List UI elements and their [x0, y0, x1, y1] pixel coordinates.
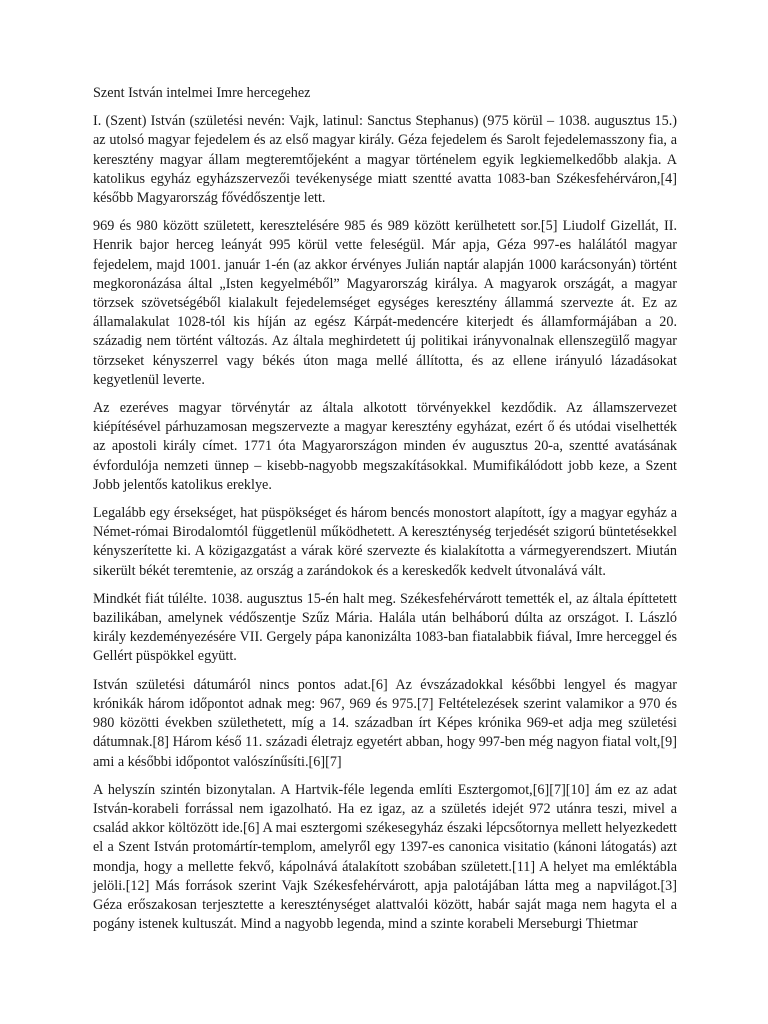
paragraph-2: 969 és 980 között született, keresztelésére 985 és 989 között kerülhetett sor.[5] Liudolf Gizellát, II. Henrik bajor herceg leányát 995 körül vette feleségül. Már apja, Géza 997-es halálától magyar fejedelem, majd 1001. január 1-én (az akkor érvényes Julián naptár alapján 1000 karácsonyán) történt megkoronázása által „Isten kegyelméből” Magyarország királya. A magyarok országát, a magyar törzsek szövetségéből kialakult fejedelemséget egységes keresztény állammá szervezte át. Ez az államalakulat 1028-tól kis híján az egész Kárpát-medencére kiterjedt és államformájában a 20. századig nem történt változás. Az általa meghirdetett új politikai irányvonalnak ellenszegülő magyar törzseket kényszerrel vagy békés úton maga mellé állította, és az ellene irányuló lázadásokat kegyetlenül leverte.: [93, 218, 677, 388]
paragraph-1: I. (Szent) István (születési nevén: Vajk, latinul: Sanctus Stephanus) (975 körül – 1038. augusztus 15.) az utolsó magyar fejedelem és az első magyar király. Géza fejedelem és Sarolt fejedelemasszony fia, a keresztény magyar állam megteremtőjeként a magyar történelem egyik legkiemelkedőbb alakja. A katolikus egyház egyházszervezői tevékenysége miatt szentté avatta 1083-ban Székesfehérváron,[4] később Magyarország fővédőszentje lett.: [93, 113, 677, 207]
paragraph-3: Az ezeréves magyar törvénytár az általa alkotott törvényekkel kezdődik. Az államszervezet kiépítésével párhuzamosan megszervezte a magyar keresztény egyházat, ezért ő és utódai viselhették az apostoli király címet. 1771 óta Magyarországon minden év augusztus 20-a, szentté avatásának évfordulója nemzeti ünnep – kisebb-nagyobb megszakításokkal. Mumifikálódott jobb keze, a Szent Jobb jelentős katolikus ereklye.: [93, 400, 677, 493]
paragraph-6: István születési dátumáról nincs pontos adat.[6] Az évszázadokkal későbbi lengyel és magyar krónikák három időpontot adnak meg: 967, 969 és 975.[7] Feltételezések szerint valamikor a 970 és 980 közötti években születhetett, míg a 14. században írt Képes krónika 969-et adja meg születési dátumnak.[8] Három késő 11. századi életrajz egyetért abban, hogy 997-ben még nagyon fiatal volt,[9] ami a későbbi időpontot valószínűsíti.[6][7]: [93, 676, 677, 770]
paragraph-7: A helyszín szintén bizonytalan. A Hartvik-féle legenda említi Esztergomot,[6][7][10] ám ez az adat István-korabeli forrással nem igazolható. Ha ez igaz, az a születés idejét 972 utánra teszi, mivel a család akkor költözött ide.[6] A mai esztergomi székesegyház északi lépcsőtornya mellett helyezkedett el a Szent István protomártír-templom, amelyről egy 1397-es canonica visitatio (kánoni látogatás) azt mondja, hogy a mellette fekvő, kápolnává átalakított szobában született.[11] A helyet ma emléktábla jelöli.[12] Más források szerint Vajk Székesfehérvárott, apja palotájában látta meg a napvilágot.[3] Géza erőszakosan terjesztette a kereszténységet alattvalói között, habár saját maga nem hagyta el a pogány istenek kultuszát. Mind a nagyobb legenda, mind a szinte korabeli Merseburgi Thietmar: [93, 781, 677, 933]
document-title: Szent István intelmei Imre hercegehez: [93, 85, 311, 101]
paragraph-4: Legalább egy érsekséget, hat püspökséget és három bencés monostort alapított, így a magyar egyház a Német-római Birodalomtól függetlenül működhetett. A kereszténység terjedését szigorú büntetésekkel kényszerítette ki. A közigazgatást a várak köré szervezte és kialakította a vármegyerendszert. Miután sikerült békét teremtenie, az ország a zarándokok és a kereskedők kedvelt útvonalává vált.: [93, 505, 677, 579]
document-page: [93, 84, 677, 943]
paragraph-5: Mindkét fiát túlélte. 1038. augusztus 15-én halt meg. Székesfehérvárott temették el, az általa építtetett bazilikában, amelynek védőszentje Szűz Mária. Halála után belháború dúlta az országot. I. László király kezdeményezésére VII. Gergely pápa kanonizálta 1083-ban fiatalabbik fiával, Imre herceggel és Gellért püspökkel együtt.: [93, 590, 677, 665]
